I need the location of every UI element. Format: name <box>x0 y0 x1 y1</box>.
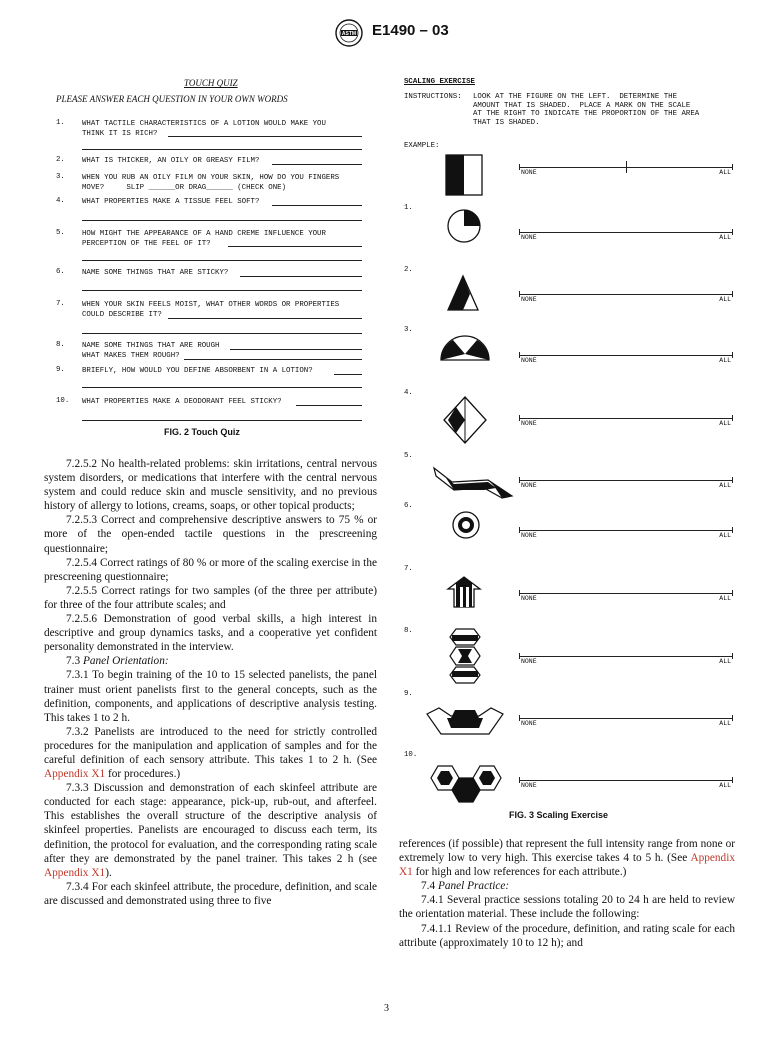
paragraph-7-3-2 <box>44 725 377 781</box>
answer-line <box>240 276 362 277</box>
paragraph-7-2-5-5: 7.2.5.5 Correct ratings for two samples (of the three per attribute) for three of the four attribute scales; and <box>44 584 377 611</box>
hexagon-stack-shape-icon <box>448 627 482 685</box>
item-number: 1. <box>404 204 413 212</box>
example-label: EXAMPLE: <box>404 142 440 150</box>
concentric-circles-shape-icon <box>450 509 482 541</box>
scale-none-label: NONE <box>521 482 537 489</box>
question-text: WHAT IS THICKER, AN OILY OR GREASY FILM? <box>82 157 260 165</box>
question-text: HOW MIGHT THE APPEARANCE OF A HAND CREME INFLUENCE YOUR PERCEPTION OF THE FEEL OF IT? <box>82 230 326 248</box>
section-title: Panel Practice: <box>437 880 510 893</box>
scale-none-label: NONE <box>521 720 537 727</box>
triangle-shape-icon <box>446 274 480 312</box>
paragraph-text: 7.3.3 Discussion and demonstration of each skinfeel attribute are conducted for each stage: appearance, pick-up, rub-out, and afterfeel. This establishes the overall structure of the descriptive analysis of skinfeel properties. Panelists are encouraged to discuss each term, its definition, the protocol for evaluation, and the corresponding rating scale after they are demonstrated by the panel trainer. This takes 2 h (see <box>44 782 377 865</box>
example-rating-scale <box>519 167 733 177</box>
paragraph-7-2-5-3: 7.2.5.3 Correct and comprehensive descriptive answers to 75 % or more of the open-ended tactile questions in the prescreening questionnaire; <box>44 514 377 555</box>
item-number: 4. <box>404 389 413 397</box>
scale-none-label: NONE <box>521 296 537 303</box>
scale-none-label: NONE <box>521 658 537 665</box>
scale-all-label: ALL <box>719 482 731 489</box>
svg-text:ASTM: ASTM <box>341 30 357 37</box>
question-text: NAME SOME THINGS THAT ARE ROUGH WHAT MAKES THEM ROUGH? <box>82 342 220 360</box>
rating-scale[interactable] <box>519 656 733 666</box>
scale-all-label: ALL <box>719 595 731 602</box>
answer-line <box>168 318 362 319</box>
page-number: 3 <box>384 1003 389 1014</box>
item-number: 6. <box>404 502 413 510</box>
answer-line <box>82 149 362 150</box>
answer-line <box>82 333 362 334</box>
zigzag-shape-icon <box>432 462 514 502</box>
paragraph-7-3-3 <box>44 781 377 880</box>
question-number: 6. <box>56 268 65 276</box>
boat-shape-icon <box>425 700 505 740</box>
answer-line <box>272 164 362 165</box>
touch-quiz-instruction: PLEASE ANSWER EACH QUESTION IN YOUR OWN WORDS <box>56 94 288 104</box>
question-text: WHAT TACTILE CHARACTERISTICS OF A LOTION WOULD MAKE YOU THINK IT IS RICH? <box>82 120 326 138</box>
section-number: 7.3 <box>66 655 81 668</box>
arrow-house-shape-icon <box>446 575 482 609</box>
paragraph-7-2-5-6: 7.2.5.6 Demonstration of good verbal skills, a high interest in descriptive and group dynamics tasks, and a cooperative yet confident personality demonstrated in the interview. <box>44 613 377 654</box>
paragraph-7-3-1: 7.3.1 To begin training of the 10 to 15 selected panelists, the panel trainer must orient panelists first to the general concepts, such as the definition, components, and applications of descriptive analysis testing. This takes 1 to 2 h. <box>44 669 377 724</box>
instructions-text: LOOK AT THE FIGURE ON THE LEFT. DETERMINE THE AMOUNT THAT IS SHADED. PLACE A MARK ON THE SCALE AT THE RIGHT TO INDICATE THE PROPORTION OF THE AREA THAT IS SHADED. <box>473 93 700 127</box>
question-text: NAME SOME THINGS THAT ARE STICKY? <box>82 269 229 277</box>
paragraph-7-3-4: 7.3.4 For each skinfeel attribute, the procedure, definition, and scale are discussed and demonstrated using three to five <box>44 880 377 907</box>
answer-line <box>82 260 362 261</box>
rating-scale[interactable] <box>519 480 733 490</box>
item-number: 8. <box>404 627 413 635</box>
scale-all-label: ALL <box>719 169 731 176</box>
item-number: 3. <box>404 326 413 334</box>
rating-scale[interactable] <box>519 232 733 242</box>
answer-line <box>272 205 362 206</box>
question-text: WHEN YOU RUB AN OILY FILM ON YOUR SKIN, HOW DO YOU FINGERS MOVE? SLIP ______OR DRAG______ (CHECK ONE) <box>82 174 340 192</box>
section-number: 7.4 <box>421 880 436 893</box>
diamond-shape-icon <box>442 395 488 445</box>
touch-quiz-title: TOUCH QUIZ <box>184 78 238 88</box>
scale-all-label: ALL <box>719 296 731 303</box>
scaling-exercise-title: SCALING EXERCISE <box>404 78 475 86</box>
answer-line <box>228 246 362 247</box>
rating-scale[interactable] <box>519 355 733 365</box>
scale-none-label: NONE <box>521 782 537 789</box>
answer-line <box>184 359 362 360</box>
answer-line <box>82 420 362 421</box>
question-number: 10. <box>56 397 70 405</box>
question-number: 9. <box>56 366 65 374</box>
example-mark <box>626 161 627 173</box>
scale-all-label: ALL <box>719 357 731 364</box>
question-number: 3. <box>56 173 65 181</box>
standard-designation: E1490 – 03 <box>372 22 449 39</box>
answer-line <box>296 405 362 406</box>
answer-line <box>82 220 362 221</box>
answer-line <box>168 136 362 137</box>
question-number: 8. <box>56 341 65 349</box>
rating-scale[interactable] <box>519 418 733 428</box>
question-text: BRIEFLY, HOW WOULD YOU DEFINE ABSORBENT IN A LOTION? <box>82 367 313 375</box>
astm-logo-icon <box>334 18 364 48</box>
rating-scale[interactable] <box>519 718 733 728</box>
scale-none-label: NONE <box>521 234 537 241</box>
body-left-column <box>44 457 377 908</box>
paragraph-7-2-5-4: 7.2.5.4 Correct ratings of 80 % or more of the scaling exercise in the prescreening questionnaire; <box>44 556 377 583</box>
question-text: WHAT PROPERTIES MAKE A DEODORANT FEEL STICKY? <box>82 398 282 406</box>
paragraph-7-3-4-cont <box>399 837 735 879</box>
scale-none-label: NONE <box>521 595 537 602</box>
item-number: 7. <box>404 565 413 573</box>
section-title: Panel Orientation: <box>82 655 169 668</box>
example-shape-icon <box>444 153 484 197</box>
question-text: WHAT PROPERTIES MAKE A TISSUE FEEL SOFT? <box>82 198 260 206</box>
scale-none-label: NONE <box>521 169 537 176</box>
item-number: 9. <box>404 690 413 698</box>
paragraph-text: for high and low references for each attribute.) <box>412 866 627 879</box>
scale-all-label: ALL <box>719 782 731 789</box>
appendix-x1-link[interactable]: Appendix X1 <box>399 852 735 879</box>
answer-line <box>82 387 362 388</box>
question-number: 4. <box>56 197 65 205</box>
scale-none-label: NONE <box>521 420 537 427</box>
scale-all-label: ALL <box>719 234 731 241</box>
appendix-x1-link[interactable]: Appendix X1 <box>44 866 106 879</box>
appendix-x1-link[interactable]: Appendix X1 <box>44 768 106 781</box>
rating-scale[interactable] <box>519 780 733 790</box>
item-number: 2. <box>404 266 413 274</box>
scale-all-label: ALL <box>719 720 731 727</box>
paragraph-text: 7.3.2 Panelists are introduced to the need for strictly controlled procedures for the manipulation and application of samples and for the careful definition of each sensory attribute. This takes 1 to 2 h. (See <box>44 725 377 766</box>
rating-scale[interactable] <box>519 530 733 540</box>
scale-all-label: ALL <box>719 532 731 539</box>
circle-quarter-shape-icon <box>444 206 484 246</box>
body-right-column <box>399 837 735 950</box>
item-number: 5. <box>404 452 413 460</box>
figure-2-caption: FIG. 2 Touch Quiz <box>164 427 240 437</box>
rating-scale[interactable] <box>519 294 733 304</box>
question-number: 2. <box>56 156 65 164</box>
answer-line <box>230 349 362 350</box>
instructions-label: INSTRUCTIONS: <box>404 93 462 101</box>
answer-line <box>82 290 362 291</box>
page-header <box>0 18 778 48</box>
semicircle-shape-icon <box>439 334 491 364</box>
scale-none-label: NONE <box>521 357 537 364</box>
figure-3-caption: FIG. 3 Scaling Exercise <box>509 810 609 820</box>
paragraph-7-4-1: 7.4.1 Several practice sessions totaling 20 to 24 h are held to review the orientation material. These include the following: <box>399 894 735 921</box>
question-number: 1. <box>56 119 65 127</box>
scale-none-label: NONE <box>521 532 537 539</box>
paragraph-7-4-1-1: 7.4.1.1 Review of the procedure, definition, and rating scale for each attribute (approximately 10 to 12 h); and <box>399 922 735 949</box>
scale-all-label: ALL <box>719 420 731 427</box>
paragraph-text: for procedures.) <box>105 768 181 781</box>
section-7-4-heading <box>399 879 735 893</box>
answer-line <box>334 374 362 375</box>
scale-all-label: ALL <box>719 658 731 665</box>
rating-scale[interactable] <box>519 593 733 603</box>
paragraph-7-2-5-2: 7.2.5.2 No health-related problems: skin irritations, central nervous system disorders, or medications that interfere with the central nervous system and could reduce skin and muscle sensitivity, and no previous history of allergy to lotions, creams, soaps, or other topical products; <box>44 458 377 513</box>
question-number: 5. <box>56 229 65 237</box>
question-text: WHEN YOUR SKIN FEELS MOIST, WHAT OTHER WORDS OR PROPERTIES COULD DESCRIBE IT? <box>82 301 340 319</box>
paragraph-text: references (if possible) that represent the full intensity range from none or extremely low to very high. This exercise takes 4 to 5 h. (See <box>399 838 735 865</box>
hexagon-cluster-shape-icon <box>426 762 512 806</box>
paragraph-text: ). <box>105 866 112 879</box>
section-7-3-heading <box>44 654 377 668</box>
question-number: 7. <box>56 300 65 308</box>
item-number: 10. <box>404 751 418 759</box>
